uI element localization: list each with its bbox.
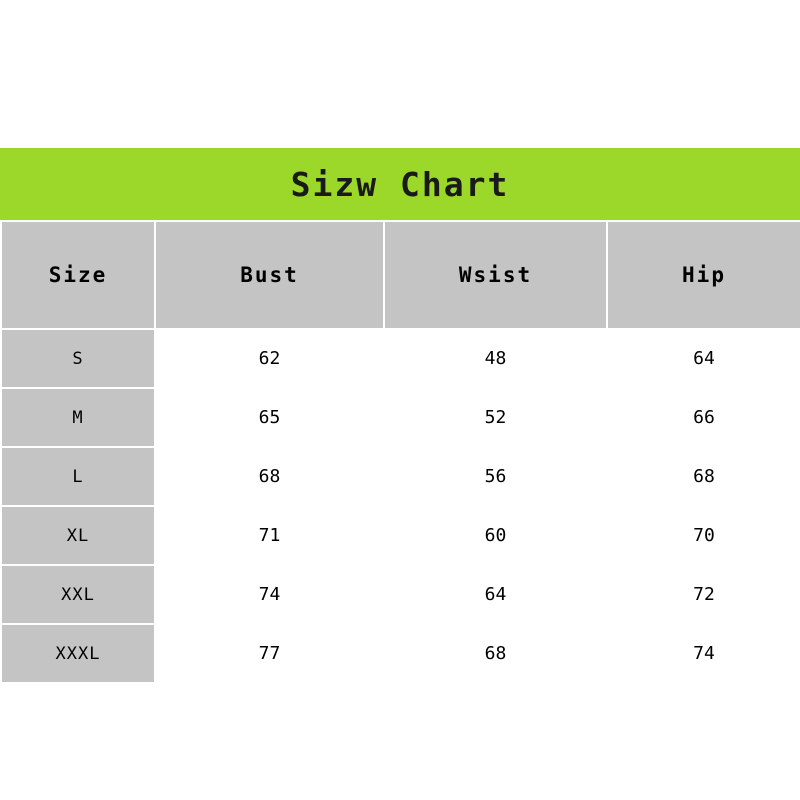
cell-bust: 62	[155, 329, 384, 388]
title-band	[0, 148, 800, 220]
table-row	[1, 506, 800, 565]
cell-hip: 72	[607, 565, 800, 624]
cell-bust: 74	[155, 565, 384, 624]
cell-bust: 68	[155, 447, 384, 506]
cell-hip: 74	[607, 624, 800, 683]
cell-size: S	[1, 329, 155, 388]
cell-size: L	[1, 447, 155, 506]
table-row	[1, 388, 800, 447]
table-body	[1, 329, 800, 683]
cell-bust: 65	[155, 388, 384, 447]
table-header-row	[1, 221, 800, 329]
cell-hip: 64	[607, 329, 800, 388]
cell-size: XL	[1, 506, 155, 565]
cell-bust: 77	[155, 624, 384, 683]
cell-waist: 60	[384, 506, 607, 565]
cell-size: M	[1, 388, 155, 447]
column-header-waist: Wsist	[384, 221, 607, 329]
page-title: Sizw Chart	[290, 164, 510, 204]
column-header-size: Size	[1, 221, 155, 329]
column-header-bust: Bust	[155, 221, 384, 329]
cell-hip: 68	[607, 447, 800, 506]
table-row	[1, 565, 800, 624]
table-row	[1, 447, 800, 506]
cell-size: XXL	[1, 565, 155, 624]
cell-size: XXXL	[1, 624, 155, 683]
cell-waist: 52	[384, 388, 607, 447]
size-chart-table	[0, 220, 800, 684]
table-header	[1, 221, 800, 329]
cell-waist: 48	[384, 329, 607, 388]
cell-bust: 71	[155, 506, 384, 565]
cell-waist: 64	[384, 565, 607, 624]
cell-hip: 66	[607, 388, 800, 447]
cell-hip: 70	[607, 506, 800, 565]
column-header-hip: Hip	[607, 221, 800, 329]
table-row	[1, 624, 800, 683]
cell-waist: 56	[384, 447, 607, 506]
cell-waist: 68	[384, 624, 607, 683]
table-row	[1, 329, 800, 388]
